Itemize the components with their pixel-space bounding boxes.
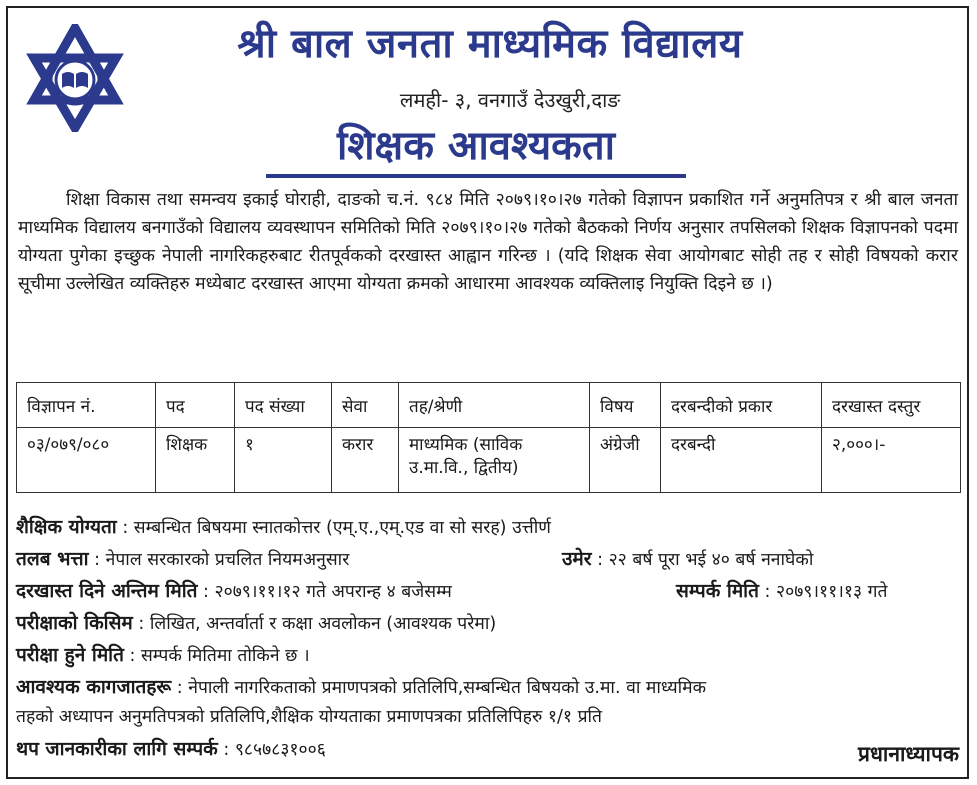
documents-line bbox=[16, 674, 961, 701]
qualification-label: शैक्षिक योग्यता bbox=[16, 516, 117, 538]
exam-date-label: परीक्षा हुने मिति bbox=[16, 644, 124, 666]
cell-ad-number: ०३/०७९/०८० bbox=[17, 428, 156, 493]
salary-value: : नेपाल सरकारको प्रचलित नियमअनुसार bbox=[94, 550, 350, 570]
age-label: उमेर bbox=[562, 548, 592, 570]
cell-post-count: १ bbox=[235, 428, 332, 493]
col-position-type: दरबन्दीको प्रकार bbox=[661, 383, 822, 428]
exam-type-line bbox=[16, 610, 961, 637]
qualification-line bbox=[16, 514, 961, 541]
signature: प्रधानाध्यापक bbox=[858, 742, 959, 766]
col-ad-number: विज्ञापन नं. bbox=[17, 383, 156, 428]
intro-text: शिक्षा विकास तथा समन्वय इकाई घोराही, दाङको च.नं. ९८४ मिति २०७९।१०।२७ गतेको विज्ञापन प्रकाशित गर्ने अनुमतिपत्र र श्री बाल जनता माध्यमिक विद्यालय बनगाउँको विद्यालय व्यवस्थापन समितिको मिति २०७९।१०।२७ गतेको बैठकको निर्णय अनुसार तपसिलको शिक्षक विज्ञापनको पदमा योग्यता पुगेका इच्छुक नेपाली नागरिकहरुबाट रीतपूर्वकको दरखास्त आह्वान गरिन्छ । (यदि शिक्षक सेवा आयोगबाट सोही तह र सोही विषयको करार सूचीमा उल्लेखित व्यक्तिहरु मध्येबाट दरखास्त आएमा योग्यता क्रमको आधारमा आवश्यक व्यक्तिलाइ नियुक्ति दिइने छ ।) bbox=[18, 190, 958, 294]
table-header-row bbox=[17, 383, 961, 428]
cell-fee: २,०००।- bbox=[822, 428, 961, 493]
documents-line-2 bbox=[16, 704, 961, 730]
school-logo bbox=[26, 24, 124, 132]
salary-age-line bbox=[16, 546, 961, 573]
contact-line bbox=[16, 736, 961, 763]
col-post: पद bbox=[156, 383, 235, 428]
col-subject: विषय bbox=[590, 383, 661, 428]
age-value: : २२ बर्ष पूरा भई ४० बर्ष ननाघेको bbox=[597, 550, 814, 570]
deadline-label: दरखास्त दिने अन्तिम मिति bbox=[16, 580, 198, 602]
notice-title: शिक्षक आवश्यकता bbox=[266, 118, 686, 178]
qualification-value: : सम्बन्धित बिषयमा स्नातकोत्तर (एम्.ए.,एम्.एड वा सो सरह) उत्तीर्ण bbox=[122, 518, 551, 538]
documents-value-2: तहको अध्यापन अनुमतिपत्रको प्रतिलिपि,शैक्षिक योग्यताका प्रमाणपत्रका प्रतिलिपिहरु १/१ प्रति bbox=[16, 707, 603, 727]
cell-service: करार bbox=[332, 428, 399, 493]
deadline-line bbox=[16, 578, 961, 605]
salary-label: तलब भत्ता bbox=[16, 548, 89, 570]
vacancy-table bbox=[16, 382, 961, 493]
deadline-value: : २०७९।११।१२ गते अपरान्ह ४ बजेसम्म bbox=[203, 582, 452, 602]
col-post-count: पद संख्या bbox=[235, 383, 332, 428]
contact-date-value: : २०७९।११।१३ गते bbox=[764, 582, 888, 602]
exam-type-value: : लिखित, अन्तर्वार्ता र कक्षा अवलोकन (आवश्यक परेमा) bbox=[138, 614, 497, 634]
exam-type-label: परीक्षाको किसिम bbox=[16, 612, 133, 634]
documents-label: आवश्यक कागजातहरू bbox=[16, 676, 172, 698]
cell-subject: अंग्रेजी bbox=[590, 428, 661, 493]
school-address: लमही- ३, वनगाउँ देउखुरी,दाङ bbox=[399, 88, 621, 112]
cell-post: शिक्षक bbox=[156, 428, 235, 493]
exam-date-value: : सम्पर्क मितिमा तोकिने छ । bbox=[129, 646, 310, 666]
school-name: श्री बाल जनता माध्यमिक विद्यालय bbox=[237, 21, 743, 67]
intro-paragraph bbox=[18, 186, 958, 298]
contact-date-label: सम्पर्क मिति bbox=[676, 580, 759, 602]
cell-position-type: दरबन्दी bbox=[661, 428, 822, 493]
col-fee: दरखास्त दस्तुर bbox=[822, 383, 961, 428]
cell-level: माध्यमिक (साविक उ.मा.वि., द्वितीय) bbox=[399, 428, 590, 493]
col-level: तह/श्रेणी bbox=[399, 383, 590, 428]
documents-value: : नेपाली नागरिकताको प्रमाणपत्रको प्रतिलिपि,सम्बन्धित बिषयको उ.मा. वा माध्यमिक bbox=[176, 678, 707, 698]
col-service: सेवा bbox=[332, 383, 399, 428]
table-row bbox=[17, 428, 961, 493]
contact-value: : ९८५७८३१००६ bbox=[223, 740, 326, 760]
exam-date-line bbox=[16, 642, 961, 669]
contact-label: थप जानकारीका लागि सम्पर्क bbox=[16, 738, 218, 760]
